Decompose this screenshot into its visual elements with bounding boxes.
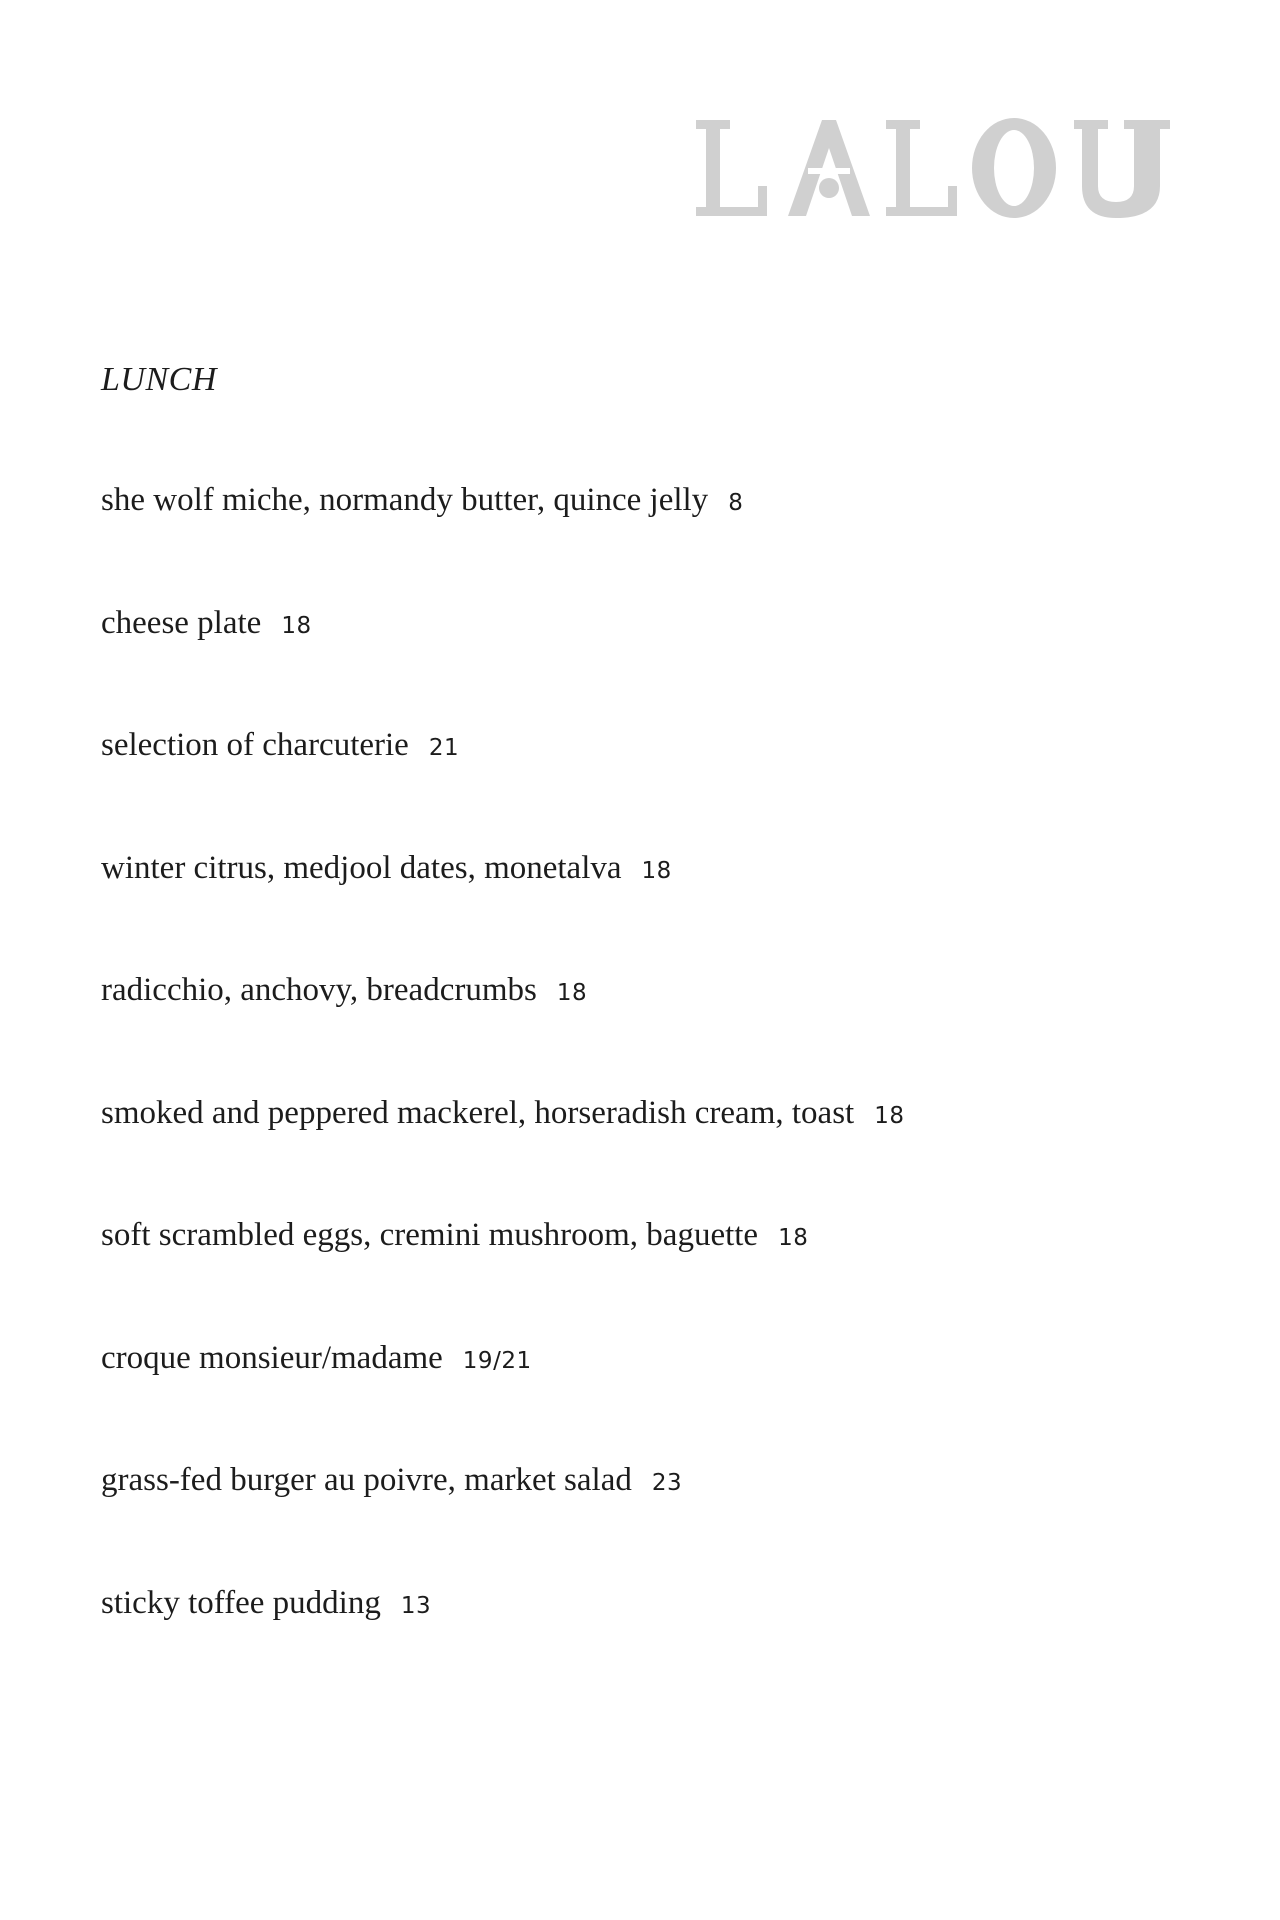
dish-price: 18 xyxy=(641,857,672,884)
dish-price: 18 xyxy=(281,612,312,639)
menu-item xyxy=(101,846,1201,969)
dish-price: 18 xyxy=(874,1102,905,1129)
dish-price: 21 xyxy=(428,735,460,761)
brand-logo xyxy=(696,112,1176,224)
menu-section-title: LUNCH xyxy=(101,361,217,398)
menu-item xyxy=(101,968,1201,1091)
dish-name: croque monsieur/madame xyxy=(101,1339,443,1376)
dish-name: cheese plate xyxy=(101,604,262,641)
menu-item xyxy=(101,1213,1201,1336)
menu-item xyxy=(101,1091,1201,1214)
menu-item xyxy=(101,1336,1201,1459)
dish-price: 13 xyxy=(400,1592,432,1619)
dish-name: sticky toffee pudding xyxy=(101,1584,381,1621)
menu-item xyxy=(101,601,1201,724)
dish-name: grass-fed burger au poivre, market salad xyxy=(101,1462,632,1498)
dish-name: smoked and peppered mackerel, horseradish cream, toast xyxy=(101,1094,855,1131)
lalou-logo-mark xyxy=(696,112,1176,224)
dish-name: she wolf miche, normandy butter, quince jelly xyxy=(101,482,709,518)
dish-price: 8 xyxy=(728,490,744,516)
menu-item xyxy=(101,478,1201,601)
menu-list xyxy=(101,478,1201,1703)
menu-item xyxy=(101,723,1201,846)
dish-name: soft scrambled eggs, cremini mushroom, baguette xyxy=(101,1217,759,1253)
dish-price: 19/21 xyxy=(462,1347,532,1374)
dish-price: 18 xyxy=(778,1225,809,1251)
dish-name: selection of charcuterie xyxy=(101,727,409,763)
dish-price: 23 xyxy=(651,1470,683,1496)
menu-item xyxy=(101,1458,1201,1581)
dish-name: winter citrus, medjool dates, monetalva xyxy=(101,849,622,886)
dish-name: radicchio, anchovy, breadcrumbs xyxy=(101,972,537,1008)
dish-price: 18 xyxy=(556,980,588,1006)
menu-item xyxy=(101,1581,1201,1704)
